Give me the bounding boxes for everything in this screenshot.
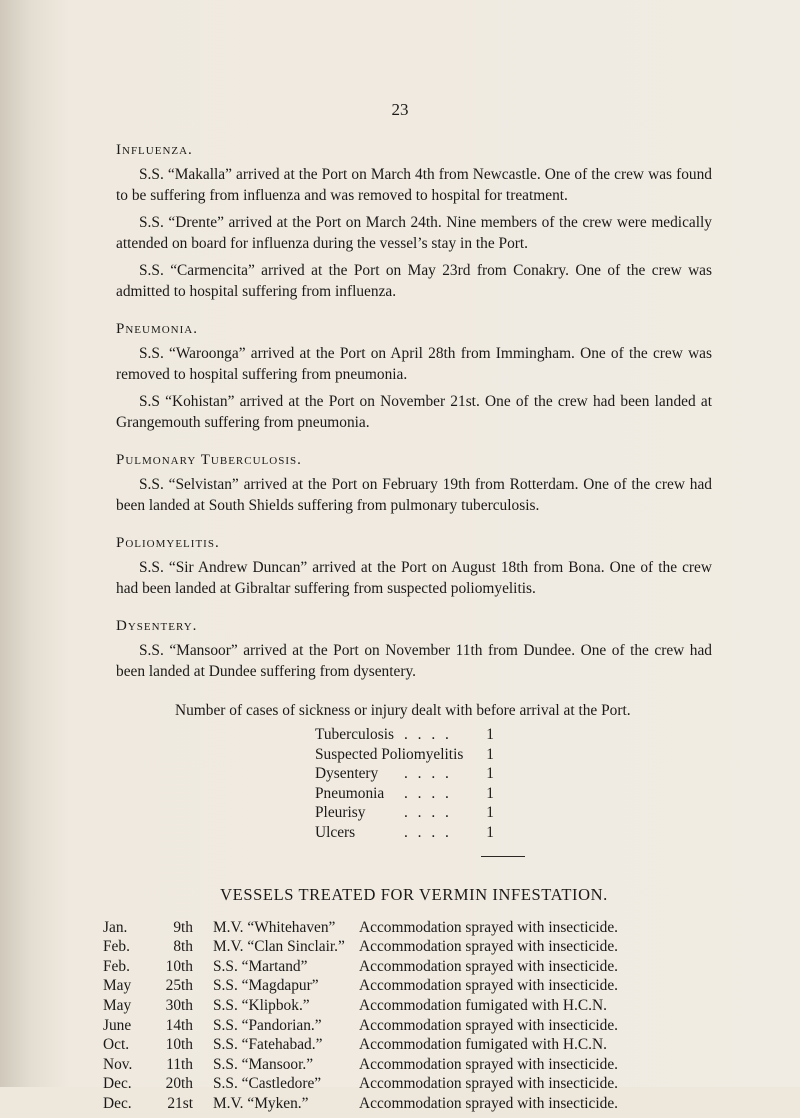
section-heading: Influenza. — [116, 142, 193, 158]
case-count: 1 — [486, 804, 494, 822]
section-heading: Pulmonary Tuberculosis. — [116, 452, 302, 468]
disease-label: Pneumonia — [315, 784, 385, 802]
section-pneumonia — [116, 319, 712, 433]
vessel-cell: S.S. “Mansoor.” — [213, 1055, 314, 1073]
action-cell: Accommodation sprayed with insecticide. — [359, 938, 619, 956]
paragraph: S.S. “Selvistan” arrived at the Port on February 19th from Rotterdam. One of the crew had been landed at South Shields suffering from pulmonary tuberculosis. — [116, 476, 712, 514]
day-cell: 10th — [165, 1036, 193, 1054]
table-row — [315, 745, 494, 765]
table-row — [103, 976, 618, 996]
table-row — [103, 1094, 618, 1114]
day-cell: 11th — [166, 1055, 193, 1073]
vessel-cell: M.V. “Myken.” — [213, 1094, 309, 1112]
case-count: 1 — [486, 726, 494, 743]
paragraph: S.S. “Makalla” arrived at the Port on March 4th from Newcastle. One of the crew was found to be suffering from influenza and was removed to hospital for treatment. — [116, 166, 712, 204]
section-heading: Dysentery. — [116, 618, 198, 634]
table-row — [103, 1074, 618, 1094]
section-heading: Pneumonia. — [116, 321, 198, 337]
disease-label: Tuberculosis — [315, 726, 394, 743]
section-heading: Poliomyelitis. — [116, 535, 220, 551]
table-row — [315, 803, 494, 823]
action-cell: Accommodation sprayed with insecticide. — [359, 977, 619, 995]
table-row — [103, 957, 618, 977]
action-cell: Accommodation sprayed with insecticide. — [359, 1055, 619, 1073]
table-row — [103, 996, 618, 1016]
action-cell: Accommodation sprayed with insecticide. — [359, 1016, 619, 1034]
document-body — [103, 140, 712, 1118]
vessel-cell: S.S. “Martand” — [213, 957, 308, 975]
vessel-cell: M.V. “Clan Sinclair.” — [213, 938, 345, 956]
section-pulmonary-tuberculosis — [116, 450, 712, 516]
action-cell: Accommodation sprayed with insecticide. — [359, 1094, 619, 1112]
month-cell: Dec. — [103, 1075, 132, 1093]
vessel-cell: S.S. “Klipbok.” — [213, 996, 310, 1014]
case-count: 1 — [486, 784, 494, 802]
table-row — [103, 1035, 618, 1055]
month-cell: Oct. — [103, 1036, 130, 1054]
day-cell: 8th — [173, 938, 193, 956]
leader-dots: . . . . — [403, 784, 452, 802]
day-cell: 14th — [165, 1016, 193, 1034]
summary-table — [315, 725, 494, 843]
month-cell: Nov. — [103, 1055, 133, 1073]
vermin-section-title: VESSELS TREATED FOR VERMIN INFESTATION. — [220, 884, 608, 904]
page-number: 23 — [391, 100, 409, 119]
month-cell: Dec. — [103, 1094, 132, 1112]
table-row — [103, 1016, 618, 1036]
summary-intro: Number of cases of sickness or injury dealt with before arrival at the Port. — [175, 702, 631, 719]
paragraph: S.S. “Carmencita” arrived at the Port on May 23rd from Conakry. One of the crew was admitted to hospital suffering from influenza. — [116, 262, 712, 300]
month-cell: June — [103, 1016, 132, 1034]
case-count: 1 — [486, 823, 494, 841]
leader-dots: . . . . — [403, 765, 452, 783]
month-cell: Feb. — [103, 938, 130, 956]
table-row — [103, 937, 618, 957]
table-row — [315, 784, 494, 804]
action-cell: Accommodation fumigated with H.C.N. — [359, 1036, 607, 1054]
vessel-cell: S.S. “Pandorian.” — [213, 1016, 322, 1034]
table-row — [315, 764, 494, 784]
action-cell: Accommodation sprayed with insecticide. — [359, 957, 619, 975]
action-cell: Accommodation fumigated with H.C.N. — [359, 996, 607, 1014]
day-cell: 30th — [165, 996, 193, 1014]
paragraph: S.S. “Mansoor” arrived at the Port on November 11th from Dundee. One of the crew had been landed at Dundee suffering from dysentery. — [116, 642, 712, 680]
day-cell: 25th — [165, 977, 193, 995]
day-cell: 9th — [173, 918, 193, 936]
table-row — [315, 725, 494, 745]
paragraph: S.S. “Sir Andrew Duncan” arrived at the Port on August 18th from Bona. One of the crew had been landed at Gibraltar suffering from suspected poliomyelitis. — [116, 559, 712, 597]
action-cell: Accommodation sprayed with insecticide. — [359, 918, 619, 936]
paragraph: S.S. “Drente” arrived at the Port on March 24th. Nine members of the crew were medically attended on board for influenza during the vessel’s stay in the Port. — [116, 214, 712, 252]
vermin-table-wrapper — [103, 918, 712, 1118]
leader-dots: . . . . — [403, 726, 452, 743]
vessel-cell: M.V. “Whitehaven” — [213, 918, 336, 936]
paragraph: S.S “Kohistan” arrived at the Port on November 21st. One of the crew had been landed at Grangemouth suffering from pneumonia. — [116, 393, 712, 431]
case-count: 1 — [486, 765, 494, 783]
section-influenza — [116, 140, 712, 302]
table-row — [103, 918, 618, 938]
vermin-table — [103, 918, 618, 1114]
table-row — [315, 823, 494, 843]
disease-label: Ulcers — [315, 823, 356, 841]
day-cell: 21st — [167, 1094, 193, 1112]
leader-dots: . . . . — [403, 823, 452, 841]
section-poliomyelitis — [116, 533, 712, 599]
disease-label: Dysentery — [315, 765, 379, 783]
day-cell: 20th — [165, 1075, 193, 1093]
disease-label: Suspected Poliomyelitis — [315, 745, 464, 763]
vessel-cell: S.S. “Castledore” — [213, 1075, 322, 1093]
month-cell: May — [103, 996, 132, 1014]
paragraph: S.S. “Waroonga” arrived at the Port on April 28th from Immingham. One of the crew was removed to hospital suffering from pneumonia. — [116, 345, 712, 383]
case-count: 1 — [486, 745, 494, 763]
section-divider — [481, 856, 525, 857]
vessel-cell: S.S. “Fatehabad.” — [213, 1036, 323, 1054]
month-cell: May — [103, 977, 132, 995]
disease-label: Pleurisy — [315, 804, 366, 822]
vessel-cell: S.S. “Magdapur” — [213, 977, 319, 995]
action-cell: Accommodation sprayed with insecticide. — [359, 1075, 619, 1093]
leader-dots: . . . . — [403, 804, 452, 822]
month-cell: Jan. — [103, 918, 128, 936]
section-dysentery — [116, 616, 712, 682]
day-cell: 10th — [165, 957, 193, 975]
table-row — [103, 1055, 618, 1075]
month-cell: Feb. — [103, 957, 130, 975]
